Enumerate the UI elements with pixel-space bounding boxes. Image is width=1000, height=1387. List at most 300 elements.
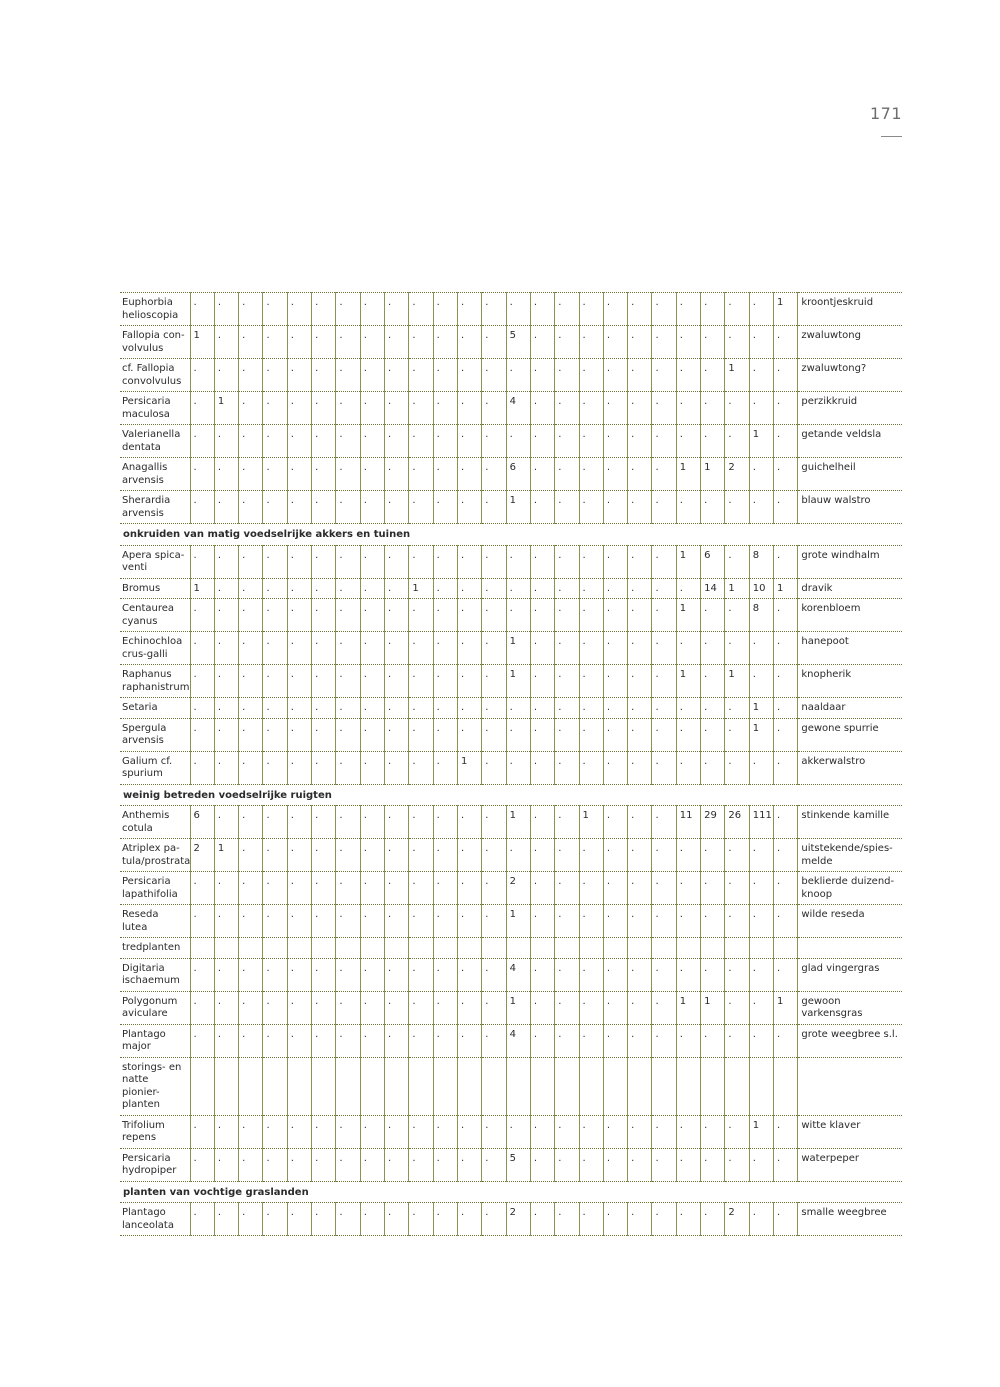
count-cell: . — [628, 751, 652, 784]
count-cell: . — [555, 718, 579, 751]
count-cell: . — [676, 1024, 700, 1057]
count-cell: . — [336, 806, 360, 839]
common-name: dravik — [798, 578, 902, 599]
count-cell: . — [774, 491, 798, 524]
count-cell: . — [214, 632, 238, 665]
section-header-row — [120, 524, 902, 546]
count-cell: . — [725, 991, 749, 1024]
count-cell: . — [530, 698, 554, 719]
count-cell: . — [530, 545, 554, 578]
count-cell: . — [725, 905, 749, 938]
count-cell: . — [239, 958, 263, 991]
count-cell: . — [530, 1148, 554, 1181]
count-cell: . — [239, 698, 263, 719]
count-cell: 1 — [725, 578, 749, 599]
count-cell: 1 — [214, 392, 238, 425]
count-cell: . — [214, 578, 238, 599]
count-cell: . — [579, 1024, 603, 1057]
count-cell: . — [263, 599, 287, 632]
count-cell: . — [603, 839, 627, 872]
count-cell — [749, 1057, 773, 1115]
count-cell: . — [312, 1148, 336, 1181]
count-cell: . — [482, 458, 506, 491]
count-cell: . — [336, 1115, 360, 1148]
count-cell: . — [506, 751, 530, 784]
count-cell: . — [530, 632, 554, 665]
count-cell: . — [530, 359, 554, 392]
common-name: knopherik — [798, 665, 902, 698]
count-cell: 2 — [506, 1203, 530, 1236]
count-cell: 1 — [190, 326, 214, 359]
count-cell: . — [360, 806, 384, 839]
count-cell: . — [433, 698, 457, 719]
count-cell: . — [360, 1024, 384, 1057]
count-cell: . — [409, 806, 433, 839]
count-cell: . — [385, 632, 409, 665]
count-cell: . — [360, 359, 384, 392]
count-cell: 1 — [676, 991, 700, 1024]
count-cell: . — [336, 751, 360, 784]
count-cell — [603, 938, 627, 959]
count-cell: . — [239, 1148, 263, 1181]
count-cell: . — [482, 632, 506, 665]
count-cell: . — [190, 1115, 214, 1148]
table-row — [120, 326, 902, 359]
table-row — [120, 905, 902, 938]
scientific-name: Plantago lanceolata — [120, 1203, 190, 1236]
count-cell: . — [701, 1115, 725, 1148]
count-cell: . — [336, 359, 360, 392]
common-name — [798, 1057, 902, 1115]
count-cell — [263, 938, 287, 959]
count-cell: . — [482, 1148, 506, 1181]
count-cell: . — [628, 458, 652, 491]
count-cell: . — [749, 632, 773, 665]
count-cell: . — [360, 665, 384, 698]
count-cell: . — [312, 458, 336, 491]
count-cell: . — [749, 326, 773, 359]
count-cell — [749, 938, 773, 959]
count-cell: . — [190, 991, 214, 1024]
table-row — [120, 806, 902, 839]
count-cell: . — [239, 359, 263, 392]
count-cell: . — [312, 599, 336, 632]
count-cell: . — [749, 665, 773, 698]
count-cell: . — [287, 665, 311, 698]
count-cell: . — [749, 872, 773, 905]
count-cell: . — [749, 359, 773, 392]
count-cell: . — [287, 293, 311, 326]
count-cell: 1 — [749, 425, 773, 458]
count-cell: . — [287, 578, 311, 599]
count-cell: . — [190, 958, 214, 991]
count-cell: . — [214, 872, 238, 905]
count-cell: . — [774, 698, 798, 719]
count-cell: . — [312, 806, 336, 839]
count-cell: . — [628, 872, 652, 905]
count-cell: . — [701, 698, 725, 719]
count-cell: . — [628, 839, 652, 872]
count-cell: 1 — [676, 545, 700, 578]
count-cell: 8 — [749, 545, 773, 578]
scientific-name: Valerianella dentata — [120, 425, 190, 458]
count-cell: . — [263, 1115, 287, 1148]
count-cell: . — [433, 718, 457, 751]
count-cell: . — [263, 1203, 287, 1236]
section-header-row — [120, 1181, 902, 1203]
count-cell: . — [336, 991, 360, 1024]
count-cell: . — [603, 751, 627, 784]
count-cell: . — [409, 1024, 433, 1057]
count-cell: . — [239, 751, 263, 784]
count-cell: . — [457, 1024, 481, 1057]
count-cell: . — [482, 751, 506, 784]
count-cell — [287, 1057, 311, 1115]
count-cell: . — [676, 578, 700, 599]
common-name: kroontjeskruid — [798, 293, 902, 326]
count-cell: . — [628, 1148, 652, 1181]
scientific-name: Apera spica-venti — [120, 545, 190, 578]
count-cell: . — [725, 326, 749, 359]
count-cell: . — [336, 599, 360, 632]
count-cell: . — [190, 293, 214, 326]
count-cell: . — [555, 1203, 579, 1236]
count-cell: . — [482, 1024, 506, 1057]
count-cell: . — [579, 872, 603, 905]
count-cell: . — [725, 1024, 749, 1057]
count-cell: . — [214, 698, 238, 719]
count-cell: . — [749, 991, 773, 1024]
count-cell: . — [774, 599, 798, 632]
scientific-name: Bromus — [120, 578, 190, 599]
count-cell: . — [530, 491, 554, 524]
count-cell: . — [701, 1024, 725, 1057]
count-cell: . — [774, 839, 798, 872]
count-cell: . — [433, 632, 457, 665]
scientific-name: Trifolium repens — [120, 1115, 190, 1148]
count-cell: 6 — [506, 458, 530, 491]
count-cell: . — [409, 545, 433, 578]
count-cell: . — [214, 425, 238, 458]
count-cell: . — [628, 698, 652, 719]
table-row — [120, 632, 902, 665]
count-cell: . — [457, 1115, 481, 1148]
count-cell: . — [676, 1148, 700, 1181]
count-cell: 4 — [506, 392, 530, 425]
count-cell: . — [214, 1148, 238, 1181]
count-cell: . — [482, 1203, 506, 1236]
count-cell: . — [457, 359, 481, 392]
count-cell: . — [603, 806, 627, 839]
count-cell: . — [360, 991, 384, 1024]
scientific-name: Anagallis arvensis — [120, 458, 190, 491]
count-cell — [482, 938, 506, 959]
count-cell: . — [482, 806, 506, 839]
count-cell: 14 — [701, 578, 725, 599]
count-cell: 1 — [190, 578, 214, 599]
count-cell: . — [579, 293, 603, 326]
count-cell: . — [312, 1024, 336, 1057]
count-cell: . — [312, 698, 336, 719]
count-cell: . — [579, 905, 603, 938]
count-cell: . — [457, 806, 481, 839]
count-cell: . — [749, 293, 773, 326]
count-cell: . — [701, 718, 725, 751]
common-name: hanepoot — [798, 632, 902, 665]
scientific-name: Atriplex pa-tula/prostrata — [120, 839, 190, 872]
common-name: beklierde duizend-knoop — [798, 872, 902, 905]
count-cell: . — [530, 599, 554, 632]
count-cell: . — [336, 718, 360, 751]
count-cell: . — [482, 905, 506, 938]
count-cell: . — [628, 1115, 652, 1148]
count-cell: . — [385, 599, 409, 632]
count-cell: . — [433, 545, 457, 578]
count-cell: . — [652, 632, 676, 665]
count-cell: . — [530, 1115, 554, 1148]
table-row — [120, 1115, 902, 1148]
count-cell: . — [603, 326, 627, 359]
count-cell: . — [774, 718, 798, 751]
count-cell: . — [287, 392, 311, 425]
count-cell — [579, 938, 603, 959]
count-cell: 1 — [506, 665, 530, 698]
count-cell: . — [628, 578, 652, 599]
table-row — [120, 958, 902, 991]
common-name: zwaluwtong? — [798, 359, 902, 392]
count-cell: . — [409, 718, 433, 751]
count-cell: 1 — [725, 359, 749, 392]
count-cell: . — [530, 872, 554, 905]
count-cell: . — [312, 491, 336, 524]
count-cell: . — [409, 458, 433, 491]
count-cell: . — [725, 698, 749, 719]
count-cell: 1 — [725, 665, 749, 698]
count-cell: . — [336, 632, 360, 665]
count-cell: . — [433, 1148, 457, 1181]
table-row — [120, 293, 902, 326]
count-cell: . — [190, 1024, 214, 1057]
count-cell: . — [555, 839, 579, 872]
count-cell: . — [214, 1115, 238, 1148]
count-cell: 4 — [506, 958, 530, 991]
count-cell: . — [555, 359, 579, 392]
count-cell: . — [603, 1148, 627, 1181]
count-cell: . — [676, 872, 700, 905]
count-cell: 2 — [506, 872, 530, 905]
count-cell: . — [555, 578, 579, 599]
count-cell: . — [701, 293, 725, 326]
count-cell — [555, 938, 579, 959]
count-cell: . — [725, 491, 749, 524]
table-row — [120, 458, 902, 491]
count-cell: . — [774, 872, 798, 905]
count-cell: . — [725, 632, 749, 665]
count-cell: 1 — [409, 578, 433, 599]
count-cell: . — [336, 458, 360, 491]
count-cell: . — [579, 425, 603, 458]
count-cell: . — [506, 1115, 530, 1148]
count-cell: . — [312, 425, 336, 458]
count-cell: . — [336, 1203, 360, 1236]
count-cell — [628, 1057, 652, 1115]
common-name: gewone spurrie — [798, 718, 902, 751]
count-cell: . — [749, 905, 773, 938]
count-cell: . — [433, 326, 457, 359]
count-cell: . — [603, 425, 627, 458]
count-cell: . — [239, 632, 263, 665]
count-cell: . — [190, 458, 214, 491]
count-cell: . — [360, 698, 384, 719]
count-cell: . — [457, 872, 481, 905]
count-cell: . — [263, 392, 287, 425]
count-cell: . — [676, 632, 700, 665]
count-cell: 29 — [701, 806, 725, 839]
count-cell: . — [190, 359, 214, 392]
count-cell: . — [287, 1203, 311, 1236]
count-cell: . — [506, 839, 530, 872]
count-cell: 2 — [725, 1203, 749, 1236]
count-cell: . — [287, 599, 311, 632]
count-cell: . — [457, 1148, 481, 1181]
count-cell: . — [336, 872, 360, 905]
count-cell: . — [457, 958, 481, 991]
subsection-row — [120, 1057, 902, 1115]
count-cell: . — [214, 1024, 238, 1057]
count-cell: . — [457, 578, 481, 599]
count-cell: . — [385, 718, 409, 751]
count-cell: . — [628, 718, 652, 751]
count-cell: . — [676, 425, 700, 458]
count-cell: . — [603, 1115, 627, 1148]
count-cell: . — [433, 991, 457, 1024]
section-title: onkruiden van matig voedselrijke akkers en tuinen — [120, 524, 902, 546]
count-cell: . — [482, 392, 506, 425]
count-cell: . — [652, 578, 676, 599]
count-cell: . — [676, 905, 700, 938]
count-cell: . — [214, 458, 238, 491]
count-cell: . — [360, 1115, 384, 1148]
count-cell: 1 — [701, 458, 725, 491]
count-cell: . — [409, 751, 433, 784]
count-cell: . — [312, 751, 336, 784]
count-cell: . — [628, 599, 652, 632]
count-cell: . — [385, 578, 409, 599]
count-cell: . — [749, 1024, 773, 1057]
table-row — [120, 425, 902, 458]
count-cell: . — [482, 1115, 506, 1148]
count-cell: . — [530, 991, 554, 1024]
count-cell: . — [287, 905, 311, 938]
count-cell: . — [457, 665, 481, 698]
count-cell: . — [701, 751, 725, 784]
count-cell: . — [774, 1115, 798, 1148]
count-cell: . — [530, 392, 554, 425]
scientific-name: Persicaria hydropiper — [120, 1148, 190, 1181]
count-cell: . — [774, 905, 798, 938]
count-cell — [190, 938, 214, 959]
count-cell: . — [409, 1148, 433, 1181]
count-cell: . — [725, 718, 749, 751]
count-cell: . — [652, 698, 676, 719]
count-cell: . — [555, 665, 579, 698]
table-row — [120, 578, 902, 599]
scientific-name: Echinochloa crus-galli — [120, 632, 190, 665]
section-title: planten van vochtige graslanden — [120, 1181, 902, 1203]
scientific-name: Setaria — [120, 698, 190, 719]
count-cell: . — [263, 698, 287, 719]
count-cell: . — [725, 545, 749, 578]
count-cell: . — [725, 425, 749, 458]
count-cell: . — [385, 839, 409, 872]
count-cell — [385, 938, 409, 959]
count-cell: . — [555, 958, 579, 991]
count-cell: . — [725, 293, 749, 326]
count-cell: . — [652, 293, 676, 326]
count-cell: . — [506, 425, 530, 458]
count-cell — [774, 938, 798, 959]
count-cell: . — [725, 872, 749, 905]
count-cell: . — [360, 293, 384, 326]
count-cell: 1 — [749, 698, 773, 719]
table-row — [120, 698, 902, 719]
count-cell: . — [774, 665, 798, 698]
count-cell: . — [385, 958, 409, 991]
count-cell: . — [433, 1203, 457, 1236]
count-cell: . — [530, 326, 554, 359]
count-cell: 1 — [701, 991, 725, 1024]
count-cell: . — [409, 698, 433, 719]
count-cell: . — [530, 905, 554, 938]
count-cell: . — [263, 718, 287, 751]
count-cell: . — [214, 806, 238, 839]
count-cell: . — [530, 293, 554, 326]
count-cell: . — [482, 698, 506, 719]
count-cell: . — [457, 599, 481, 632]
count-cell: . — [312, 839, 336, 872]
count-cell: . — [336, 958, 360, 991]
count-cell: . — [628, 491, 652, 524]
count-cell: . — [360, 599, 384, 632]
count-cell — [214, 1057, 238, 1115]
count-cell: . — [652, 392, 676, 425]
count-cell: . — [676, 392, 700, 425]
count-cell: . — [409, 392, 433, 425]
count-cell: . — [506, 293, 530, 326]
count-cell: . — [555, 806, 579, 839]
count-cell: . — [360, 425, 384, 458]
count-cell: . — [263, 458, 287, 491]
count-cell — [579, 1057, 603, 1115]
count-cell: . — [628, 425, 652, 458]
count-cell: 1 — [749, 718, 773, 751]
table-row — [120, 1203, 902, 1236]
count-cell: . — [555, 991, 579, 1024]
count-cell: . — [579, 578, 603, 599]
count-cell: . — [603, 545, 627, 578]
count-cell: . — [190, 718, 214, 751]
count-cell: . — [360, 958, 384, 991]
count-cell: . — [385, 491, 409, 524]
count-cell: . — [506, 545, 530, 578]
count-cell: . — [676, 491, 700, 524]
count-cell: . — [385, 905, 409, 938]
count-cell: . — [628, 665, 652, 698]
count-cell: . — [579, 991, 603, 1024]
count-cell: . — [287, 839, 311, 872]
count-cell: . — [385, 392, 409, 425]
count-cell: . — [336, 1024, 360, 1057]
